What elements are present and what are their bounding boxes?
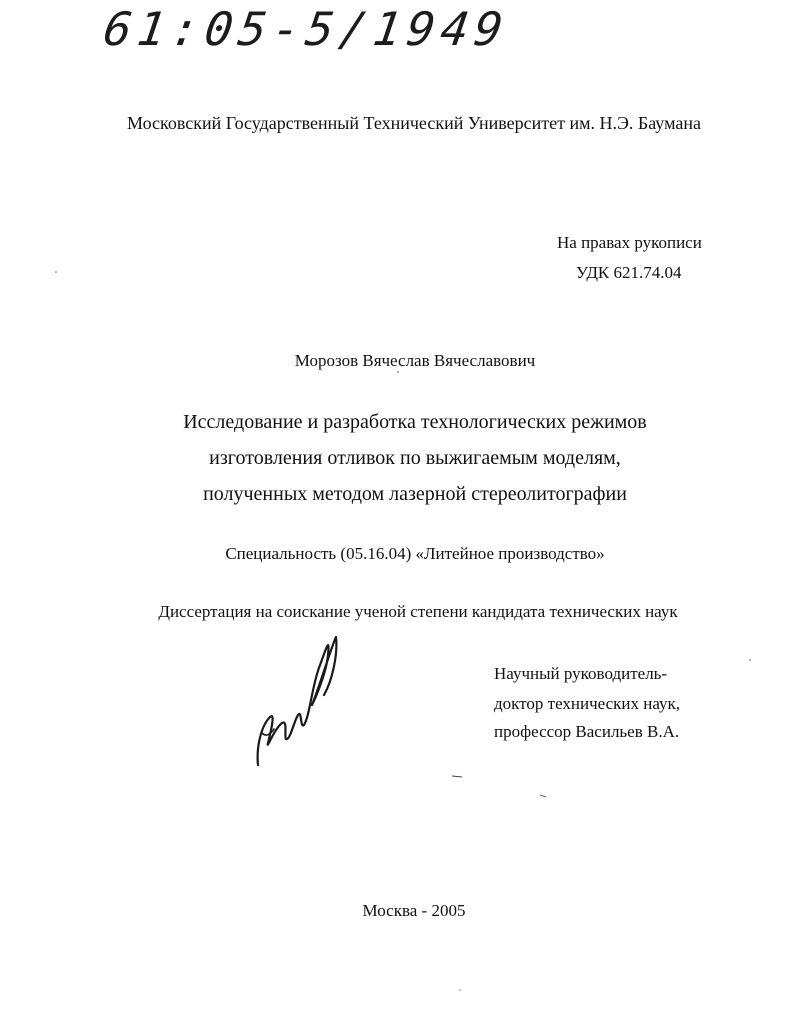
title-line-3: полученных методом лазерной стереолитографии: [203, 483, 627, 505]
udk-code: УДК 621.74.04: [576, 263, 682, 282]
specialty-line: Специальность (05.16.04) «Литейное производство»: [225, 544, 605, 563]
supervisor-line-3: профессор Васильев В.А.: [494, 722, 680, 741]
supervisor-line-1: Научный руководитель-: [494, 664, 668, 683]
university-name: Московский Государственный Технический Университет им. Н.Э. Баумана: [127, 113, 701, 133]
author-name: Морозов Вячеслав Вячеславович: [294, 351, 536, 370]
title-line-2: изготовления отливок по выжигаемым моделям,: [209, 447, 621, 469]
city-year: Москва - 2005: [362, 901, 466, 920]
signature: [240, 625, 350, 775]
title-line-1: Исследование и разработка технологических режимов: [183, 411, 647, 433]
supervisor-line-2: доктор технических наук,: [494, 694, 681, 713]
dissertation-line: Диссертация на соискание ученой степени кандидата технических наук: [158, 602, 678, 621]
rights-note: На правах рукописи: [557, 233, 702, 252]
handwritten-archive-code: 61:05-5/1949: [100, 2, 513, 56]
